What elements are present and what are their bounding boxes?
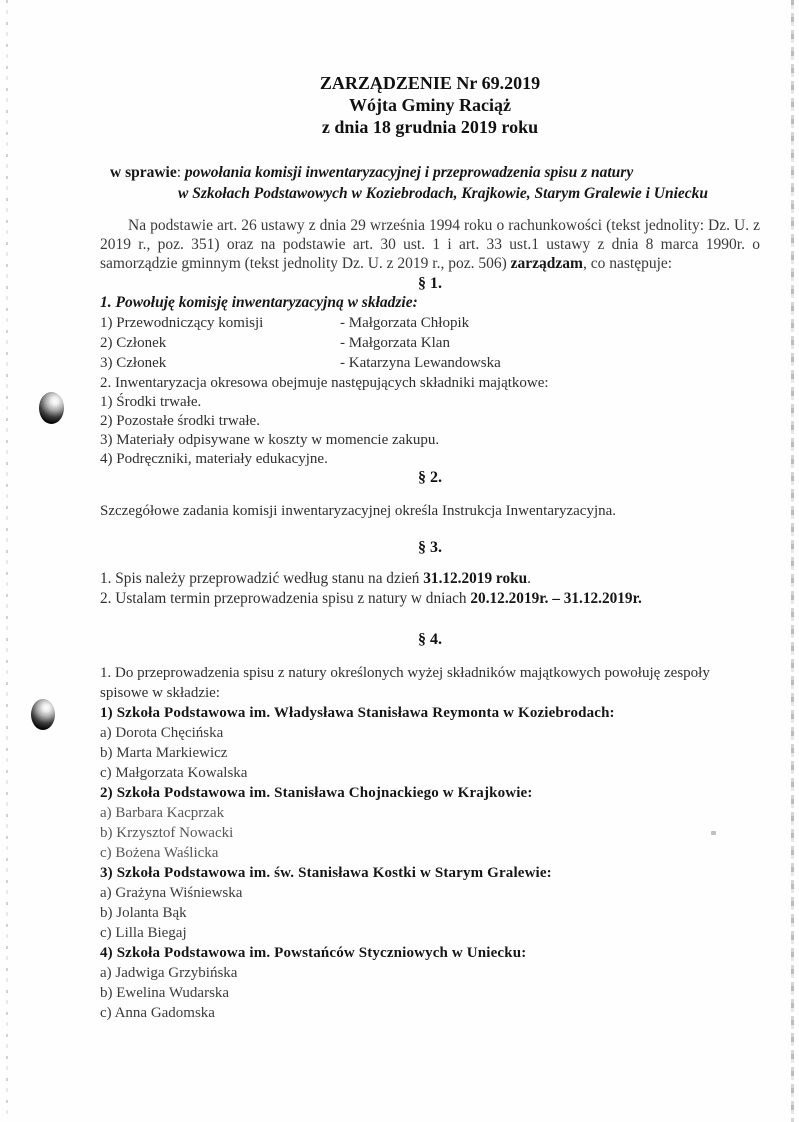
section-2-heading: § 2. [418,469,442,486]
section-4-heading: § 4. [418,631,442,648]
scan-edge-left [6,0,8,1122]
hole-punch-mark-icon [39,392,64,424]
school-block [100,783,760,863]
team-member: a) Barbara Kacprzak [100,805,225,821]
document-title [100,72,760,138]
committee-row [100,353,760,373]
committee-role: 1) Przewodniczący komisji [100,315,264,331]
school-title: 4) Szkoła Podstawowa im. Powstańców Styczniowych w Uniecku: [100,945,527,961]
title-line-date: z dnia 18 grudnia 2019 roku [321,117,539,137]
team-member: c) Anna Gadomska [100,1005,215,1021]
subject-line-2: w Szkołach Podstawowych w Koziebrodach, Krajkowie, Starym Gralewie i Uniecku [178,185,709,202]
team-member: c) Małgorzata Kowalska [100,765,248,781]
document-content [100,72,760,1023]
subject-line-1 [110,162,760,183]
committee-row [100,313,760,333]
committee-role: 2) Członek [100,335,167,351]
subject-label: w sprawie [110,164,177,181]
school-title: 3) Szkoła Podstawowa im. św. Stanisława Kostki w Starym Gralewie: [100,865,552,881]
team-member: a) Dorota Chęcińska [100,725,224,741]
subject-text: powołania komisji inwentaryzacyjnej i przeprowadzenia spisu z natury [184,164,634,181]
school-block [100,863,760,943]
item-1-date: 31.12.2019 roku [423,570,528,587]
committee-role: 3) Członek [100,355,167,371]
school-block [100,943,760,1023]
section-3-heading: § 3. [418,539,442,556]
section-3-item-1 [100,569,760,589]
committee-row [100,333,760,353]
committee-name: - Małgorzata Klan [340,335,450,351]
school-title: 2) Szkoła Podstawowa im. Stanisława Chojnackiego w Krajkowie: [100,785,533,801]
team-member: b) Jolanta Bąk [100,905,187,921]
school-title: 1) Szkoła Podstawowa im. Władysława Stanisława Reymonta w Koziebrodach: [100,705,615,721]
asset-item: 3) Materiały odpisywane w koszty w momencie zakupu. [100,432,440,448]
school-teams-list [100,703,760,1023]
committee-list [100,313,760,373]
section-1-point-2: 2. Inwentaryzacja okresowa obejmuje następujących składniki majątkowe: [100,375,549,391]
team-member: a) Jadwiga Grzybińska [100,965,238,981]
team-member: b) Krzysztof Nowacki [100,825,234,841]
team-member: c) Bożena Waślicka [100,845,219,861]
scan-edge-right [791,0,794,1122]
team-member: a) Grażyna Wiśniewska [100,885,243,901]
committee-name: - Katarzyna Lewandowska [340,355,501,371]
section-3-items [100,569,760,609]
legal-basis-tail: , co następuje: [582,255,673,272]
section-4-intro: 1. Do przeprowadzenia spisu z natury określonych wyżej składników majątkowych powołuję zespoły spisowe w składzie: [100,665,710,701]
team-member: c) Lilla Biegaj [100,925,187,941]
school-block [100,703,760,783]
title-line-ordinance-number: ZARZĄDZENIE Nr 69.2019 [319,73,541,93]
item-1-tail: . [527,570,531,587]
subject-colon: : [176,164,185,181]
item-1-text: 1. Spis należy przeprowadzić według stanu na dzień [100,570,424,587]
title-line-issuer: Wójta Gminy Raciąż [349,95,511,115]
asset-item: 1) Środki trwałe. [100,394,202,410]
section-2-text: Szczegółowe zadania komisji inwentaryzacyjnej określa Instrukcja Inwentaryzacyjna. [100,503,617,519]
hole-punch-mark-icon [31,699,55,730]
section-1-heading: § 1. [418,275,442,292]
asset-item: 2) Pozostałe środki trwałe. [100,413,260,429]
asset-list [100,393,760,469]
legal-basis-paragraph [100,216,760,273]
legal-basis-keyword: zarządzam [510,255,583,272]
team-member: b) Marta Markiewicz [100,745,228,761]
item-2-text: 2. Ustalam termin przeprowadzenia spisu z natury w dniach [100,590,471,607]
section-1-intro: 1. Powołuję komisję inwentaryzacyjną w składzie: [100,294,418,311]
team-member: b) Ewelina Wudarska [100,985,230,1001]
subject-block [100,162,760,204]
legal-basis-text: Na podstawie art. 26 ustawy z dnia 29 września 1994 roku o rachunkowości (tekst jednolity: Dz. U. z 2019 r., poz. 351) oraz na podstawie art. 30 ust. 1 i art. 33 ust.1 ustawy z dnia 8 marca 1990r. o samorządzie gminnym (tekst jednolity Dz. U. z 2019 r., poz. 506) [100,217,760,272]
committee-name: - Małgorzata Chłopik [340,315,470,331]
item-2-date-range: 20.12.2019r. – 31.12.2019r. [470,590,642,607]
section-3-item-2 [100,589,760,609]
asset-item: 4) Podręczniki, materiały edukacyjne. [100,451,328,467]
